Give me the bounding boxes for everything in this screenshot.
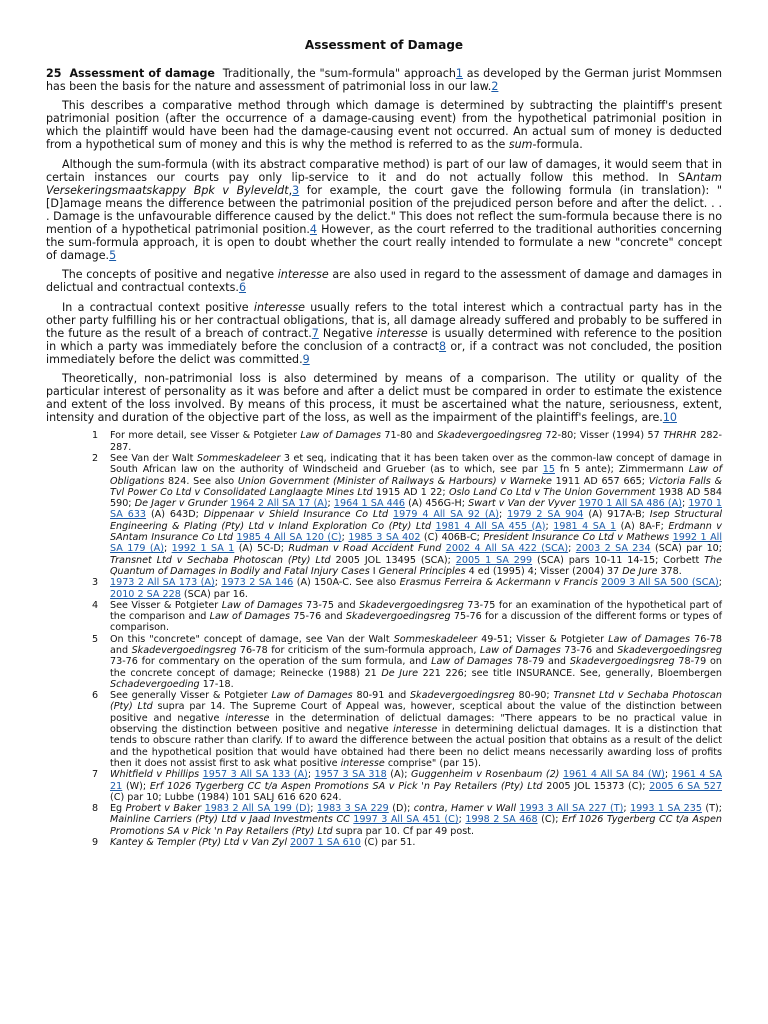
citation-link[interactable]: 1979 4 All SA 92 (A) bbox=[393, 509, 499, 521]
footnote-link-4[interactable]: 4 bbox=[309, 223, 317, 237]
citation-link[interactable]: 1979 2 SA 904 bbox=[507, 509, 584, 521]
footnote-text: For more detail, see Visser & Potgieter Law of Damages 71-80 and Skadevergoedingsreg 72-80; Visser (1994) 57 THRHR 282-287. bbox=[110, 430, 723, 453]
paragraph-text: Traditionally, the "sum-formula" approach bbox=[222, 67, 456, 80]
footnote-number: 7 bbox=[92, 769, 99, 781]
footnote-item bbox=[46, 690, 722, 769]
emphasis: sum bbox=[508, 138, 533, 152]
section-heading: Assessment of damage bbox=[69, 67, 215, 80]
paragraph-text: However, as the court referred to the traditional authorities concerning the sum-formula approach, it is open to doubt whether the court really intended to formulate a new "concrete" concept of damage. bbox=[46, 223, 723, 263]
citation-link[interactable]: 1985 3 SA 402 bbox=[348, 532, 421, 544]
citation-link[interactable]: 1981 4 All SA 455 (A) bbox=[435, 520, 546, 532]
footnote-item bbox=[46, 600, 722, 634]
footnote-item bbox=[46, 634, 722, 690]
paragraph-text: Theoretically, non-patrimonial loss is also determined by means of a comparison. The utility or quality of the particular interest of personality as it was before and after a delict must be compared in order to estimate the existence and extent of the loss involved. By means of this process, it must be ascertained what the nature, seriousness, extent, intensity and duration of the objective part of the loss, as well as the impairment of the plaintiff's feelings, are. bbox=[46, 371, 722, 425]
footnotes-list bbox=[46, 430, 722, 848]
footnote-link-10[interactable]: 10 bbox=[662, 411, 677, 425]
citation-link[interactable]: 2002 4 All SA 422 (SCA) bbox=[445, 543, 569, 555]
paragraph-6 bbox=[46, 372, 722, 424]
citation-link[interactable]: 1970 1 All SA 486 (A) bbox=[578, 498, 682, 510]
citation-link[interactable]: 1983 3 SA 229 bbox=[316, 803, 389, 815]
citation-link[interactable]: 1961 4 All SA 84 (W) bbox=[562, 769, 665, 781]
citation-link[interactable]: 2010 2 SA 228 bbox=[110, 588, 181, 600]
section-number: 25 bbox=[46, 67, 62, 80]
footnote-text: See Visser & Potgieter Law of Damages 73-75 and Skadevergoedingsreg 73-75 for an examination of the hypothetical part of the comparison and Law of Damages 75-76 and Skadevergoedingsreg 75-76 for a discussion of the different forms or types of comparison. bbox=[110, 599, 722, 634]
citation-link[interactable]: 1964 1 SA 446 bbox=[333, 498, 405, 510]
paragraph-text: Negative bbox=[318, 326, 377, 340]
footnote-link-6[interactable]: 6 bbox=[238, 281, 247, 295]
citation-link[interactable]: 1981 4 SA 1 bbox=[553, 520, 617, 532]
paragraph-2 bbox=[46, 99, 722, 151]
citation-link[interactable]: 1985 4 All SA 120 (C) bbox=[236, 532, 342, 544]
citation-link[interactable]: 2005 6 SA 527 bbox=[649, 780, 723, 792]
footnote-item bbox=[46, 430, 722, 453]
citation-link[interactable]: 1992 1 All SA 179 (A) bbox=[110, 532, 722, 555]
footnote-text: See Van der Walt Sommeskadeleer 3 et seq, indicating that it has been taken over as the common-law concept of damage in South African law on the authority of Windscheid and Grueber (as to which, see par 15 fn 5 ante); Zimmermann Law of Obligations 824. See also Union Government (Minister of Railways & Harbours) v Warneke 1911 AD 657 665; Victoria Falls & Tvl Power Co Ltd v Consolidated Langlaagte Mines Ltd 1915 AD 1 22; Oslo Land Co Ltd v The Union Government 1938 AD 584 590; De Jager v Grunder 1964 2 All SA 17 (A); 1964 1 SA 446 (A) 456G-H; Swart v Van der Vyver 1970 1 All SA 486 (A); 1970 1 SA 633 (A) 643D; Dippenaar v Shield Insurance Co Ltd 1979 4 All SA 92 (A); 1979 2 SA 904 (A) 917A-B; Isep Structural Engineering & Plating (Pty) Ltd v Inland Exploration Co (Pty) Ltd 1981 4 All SA 455 (A); 1981 4 SA 1 (A) 8A-F; Erdmann v SAntam Insurance Co Ltd 1985 4 All SA 120 (C); 1985 3 SA 402 (C) 406B-C; President Insurance Co Ltd v Mathews 1992 1 All SA 179 (A); 1992 1 SA 1 (A) 5C-D; Rudman v Road Accident Fund 2002 4 All SA 422 (SCA); 2003 2 SA 234 (SCA) par 10; Transnet Ltd v Sechaba Photoscan (Pty) Ltd 2005 JOL 13495 (SCA); 2005 1 SA 299 (SCA) pars 10-11 14-15; Corbett The Quantum of Damages in Bodily and Fatal Injury Cases I General Principles 4 ed (1995) 4; Visser (2004) 37 De Jure 378. bbox=[110, 452, 723, 577]
footnote-number: 4 bbox=[92, 599, 99, 611]
emphasis: interesse bbox=[253, 300, 305, 314]
paragraph-text: are also used in regard to the assessment of damage and damages in delictual and contractual contexts. bbox=[46, 268, 722, 295]
footnote-link-7[interactable]: 7 bbox=[311, 326, 319, 340]
case-name: ntam Versekeringsmaatskappy Bpk v Byleveldt bbox=[46, 170, 722, 197]
paragraph-5 bbox=[46, 301, 722, 366]
citation-link[interactable]: 1997 3 All SA 451 (C) bbox=[353, 814, 459, 826]
footnote-link-3[interactable]: 3 bbox=[292, 183, 300, 197]
paragraph-text: or, if a contract was not concluded, the position immediately before the delict was committed. bbox=[46, 339, 722, 366]
citation-link[interactable]: 1957 3 SA 318 bbox=[314, 769, 387, 781]
citation-link[interactable]: 1993 3 All SA 227 (T) bbox=[519, 803, 624, 815]
paragraph-text: usually refers to the total interest which a contractual party has in the other party fulfilling his or her contractual obligations, that is, all damage already suffered and probably to be suffered in the future as the result of a breach of contract. bbox=[46, 300, 723, 340]
footnote-item bbox=[46, 837, 722, 848]
paragraph-4 bbox=[46, 268, 722, 294]
citation-link[interactable]: 2009 3 All SA 500 (SCA) bbox=[601, 577, 719, 589]
citation-link[interactable]: 1970 1 SA 633 bbox=[110, 498, 722, 521]
emphasis: interesse bbox=[277, 268, 329, 282]
citation-link[interactable]: 2005 1 SA 299 bbox=[455, 554, 533, 566]
emphasis: interesse bbox=[376, 326, 428, 340]
citation-link[interactable]: 1964 2 All SA 17 (A) bbox=[230, 498, 328, 510]
footnote-item bbox=[46, 577, 722, 600]
citation-link[interactable]: 1973 2 SA 146 bbox=[221, 577, 294, 589]
citation-link[interactable]: 1998 2 SA 468 bbox=[465, 814, 538, 826]
footnote-text: Eg Probert v Baker 1983 2 All SA 199 (D); 1983 3 SA 229 (D); contra, Hamer v Wall 1993 3 All SA 227 (T); 1993 1 SA 235 (T); Mainline Carriers (Pty) Ltd v Jaad Investments CC 1997 3 All SA 451 (C); 1998 2 SA 468 (C); Erf 1026 Tygerberg CC t/a Aspen Promotions SA v Pick 'n Pay Retailers (Pty) Ltd supra par 10. Cf par 49 post. bbox=[110, 803, 722, 837]
footnote-link-9[interactable]: 9 bbox=[302, 352, 310, 366]
footnote-number: 2 bbox=[92, 452, 99, 464]
citation-link[interactable]: 1961 4 SA 21 bbox=[110, 769, 723, 792]
footnote-link-2[interactable]: 2 bbox=[491, 80, 499, 94]
footnote-link-5[interactable]: 5 bbox=[109, 249, 117, 263]
footnote-item bbox=[46, 769, 722, 803]
footnote-number: 3 bbox=[92, 577, 99, 589]
paragraph-text: -formula. bbox=[532, 138, 583, 152]
page-title: Assessment of Damage bbox=[304, 38, 464, 52]
footnote-number: 6 bbox=[92, 690, 99, 702]
citation-link[interactable]: 1957 3 All SA 133 (A) bbox=[202, 769, 308, 781]
paragraph-1 bbox=[46, 67, 722, 93]
footnote-number: 1 bbox=[92, 430, 99, 442]
paragraph-text: Although the sum-formula (with its abstract comparative method) is part of our law of damages, it would seem that in certain instances our courts pay only lip-service to it and do not actually follow this method. In SA bbox=[46, 157, 722, 184]
footnote-text: Whitfield v Phillips 1957 3 All SA 133 (A); 1957 3 SA 318 (A); Guggenheim v Rosenbaum (2) 1961 4 All SA 84 (W); 1961 4 SA 21 (W); Erf 1026 Tygerberg CC t/a Aspen Promotions SA v Pick 'n Pay Retailers (Pty) Ltd 2005 JOL 15373 (C); 2005 6 SA 527 (C) par 10; Lubbe (1984) 101 SALJ 616 620 624. bbox=[110, 769, 723, 803]
footnote-text: On this "concrete" concept of damage, see Van der Walt Sommeskadeleer 49-51; Visser & Potgieter Law of Damages 76-78 and Skadevergoedingsreg 76-78 for criticism of the sum-formula approach, Law of Damages 73-76 and Skadevergoedingsreg 73-76 for commentary on the operation of the sum formula, and Law of Damages 78-79 and Skadevergoedingsreg 78-79 on the concrete concept of damage; Reinecke (1988) 21 De Jure 221 226; see title INSURANCE. See, generally, Bloembergen Schadevergoeding 17-18. bbox=[110, 633, 723, 690]
paragraph-text: The concepts of positive and negative bbox=[62, 268, 278, 282]
paragraph-text: This describes a comparative method through which damage is determined by subtracting the plaintiff's present patrimonial position (after the occurrence of a damage-causing event) from the hypothetical patrimonial position in which the plaintiff would have been had the damage-causing event not occurred. An actual sum of money is deducted from a hypothetical sum of money and this is why the method is referred to as the bbox=[46, 99, 722, 152]
footnote-text: See generally Visser & Potgieter Law of Damages 80-91 and Skadevergoedingsreg 80-90; Transnet Ltd v Sechaba Photoscan (Pty) Ltd supra par 14. The Supreme Court of Appeal was, however, sceptical about the value of the distinction between positive and negative interesse in the determination of delictual damages: "There appears to be no practical value in observing the distinction between positive and negative interesse in determining delictual damages. It is a distinction that tends to obscure rather than clarify. If to award the difference between the actual position that obtains as a result of the delict and the hypothetical position that would have obtained had there been no delict means necessarily awarding loss of profits then it does not assist first to ask what positive interesse comprise" (par 15). bbox=[110, 690, 722, 769]
footnote-text: 1973 2 All SA 173 (A); 1973 2 SA 146 (A) 150A-C. See also Erasmus Ferreira & Ackermann v Francis 2009 3 All SA 500 (SCA); 2010 2 SA 228 (SCA) par 16. bbox=[110, 577, 722, 600]
footnote-number: 8 bbox=[92, 803, 99, 815]
paragraph-text: for example, the court gave the following formula (in translation): " [D]amage means the difference between the patrimonial position of the prejudiced person before and after the delict. . . . Damage is the unfavourable difference caused by the delict." This does not reflect the sum-formula because there is no mention of a hypothetical patrimonial position. bbox=[46, 183, 722, 237]
citation-link[interactable]: 2007 1 SA 610 bbox=[290, 837, 361, 849]
paragraph-text: as developed by the German jurist Mommsen has been the basis for the nature and assessment of patrimonial loss in our law. bbox=[46, 67, 723, 94]
footnote-link-1[interactable]: 1 bbox=[455, 67, 463, 80]
footnote-item bbox=[46, 803, 722, 837]
citation-link[interactable]: 1973 2 All SA 173 (A) bbox=[110, 577, 215, 589]
paragraph-3: Although the sum-formula (with its abstract comparative method) is part of our law of damages, it would seem that in certain instances our courts pay only lip-service to it and do not actually follow this method. In SAntam Versekeringsmaatskappy Bpk v Byleveldt,3 for example, the court gave the following formula (in translation): " [D]amage means the difference between the patrimonial position of the prejudiced person before and after the delict. . . . Damage is the unfavourable difference caused by the delict." This does not reflect the sum-formula because there is no mention of a hypothetical patrimonial position.4 However, as the court referred to the traditional authorities concerning the sum-formula approach, it is open to doubt whether the court really intended to formulate a new "concrete" concept of damage.5 bbox=[46, 157, 723, 263]
footnote-item bbox=[46, 453, 722, 577]
footnote-link-8[interactable]: 8 bbox=[439, 339, 447, 353]
citation-link[interactable]: 1993 1 SA 235 bbox=[630, 803, 702, 815]
citation-link[interactable]: 15 bbox=[542, 464, 555, 476]
citation-link[interactable]: 1983 2 All SA 199 (D) bbox=[204, 803, 311, 815]
paragraph-text: In a contractual context positive bbox=[62, 300, 254, 314]
citation-link[interactable]: 1992 1 SA 1 bbox=[171, 543, 235, 555]
citation-link[interactable]: 2003 2 SA 234 bbox=[575, 543, 651, 555]
footnote-text: Kantey & Templer (Pty) Ltd v Van Zyl 2007 1 SA 610 (C) par 51. bbox=[110, 837, 416, 849]
footnote-number: 5 bbox=[92, 633, 99, 645]
paragraph-text: is usually determined with reference to the position in which a party was immediately before the conclusion of a contract bbox=[46, 326, 723, 353]
footnote-number: 9 bbox=[92, 837, 99, 849]
